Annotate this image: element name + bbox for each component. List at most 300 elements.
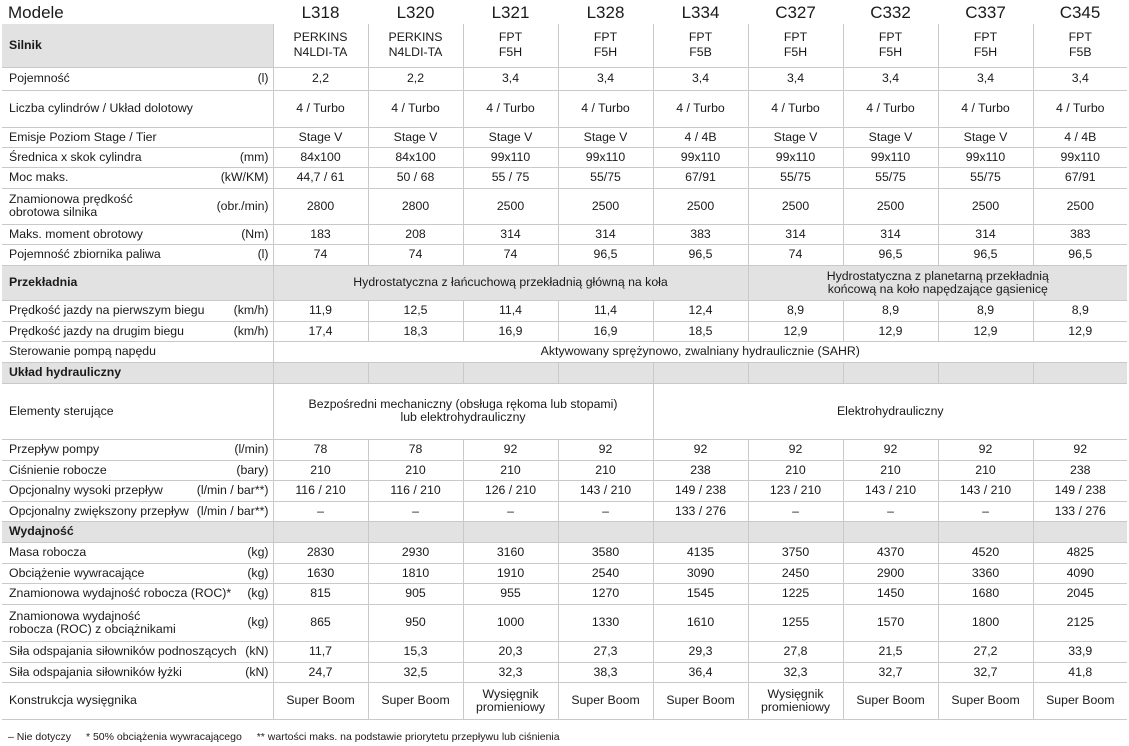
section-blank [273,521,368,542]
row-value: 955 [463,583,558,604]
row-unit: (l) [188,67,273,90]
engine-brand: FPT [783,30,808,45]
table-row [2,542,1127,563]
row-value: 1570 [843,604,938,641]
row-label: Znamionowa wydajność robocza (ROC) z obciążnikami [2,604,188,641]
engine-model-cell [653,24,748,67]
row-unit: (l/min / bar**) [188,480,273,501]
row-value: 149 / 238 [653,480,748,501]
row-value: 99x110 [653,147,748,167]
footnote-max: ** wartości maks. na podstawie priorytetu przepływu lub ciśnienia [256,731,560,743]
row-value: 84x100 [368,147,463,167]
row-value: 2800 [273,188,368,224]
row-value: 123 / 210 [748,480,843,501]
engine-brand: FPT [1068,30,1092,45]
engine-model: F5H [878,45,903,60]
row-value: 3,4 [748,67,843,90]
row-value: 4 / 4B [653,127,748,147]
table-row [2,501,1127,521]
row-value: 1000 [463,604,558,641]
row-value: 32,5 [368,662,463,682]
engine-model-cell [1033,24,1127,67]
row-value: 8,9 [938,300,1033,321]
row-value: 3360 [938,563,1033,583]
table-row [2,604,1127,641]
row-unit: (l) [188,244,273,265]
section-title: Układ hydrauliczny [2,362,273,383]
row-value: 44,7 / 61 [273,167,368,188]
row-value: 3580 [558,542,653,563]
row-value: – [843,501,938,521]
row-value: 16,9 [558,321,653,341]
row-value: 12,9 [938,321,1033,341]
section-blank [653,362,748,383]
row-value: Stage V [463,127,558,147]
row-value: 116 / 210 [273,480,368,501]
row-value: 1330 [558,604,653,641]
row-value: 24,7 [273,662,368,682]
row-value: 96,5 [938,244,1033,265]
row-value: 2,2 [273,67,368,90]
row-value: 8,9 [1033,300,1127,321]
section-row-transmission [2,265,1127,300]
engine-model-cell [273,24,368,67]
table-row [2,244,1127,265]
row-unit: (kg) [188,604,273,641]
row-label: Masa robocza [2,542,188,563]
row-value: Wysięgnik promieniowy [463,682,558,719]
row-unit: (km/h) [188,300,273,321]
row-value: 3,4 [938,67,1033,90]
footnotes [8,731,572,743]
row-value: 3160 [463,542,558,563]
row-value: 67/91 [653,167,748,188]
row-unit: (obr./min) [188,188,273,224]
engine-brand: FPT [878,30,903,45]
row-value: Super Boom [1033,682,1127,719]
model-name: C345 [1059,3,1101,22]
row-value: 99x110 [463,147,558,167]
row-value: 12,5 [368,300,463,321]
row-value: 2930 [368,542,463,563]
table-row [2,67,1127,90]
row-label: Ciśnienie robocze [2,460,188,480]
section-blank [843,521,938,542]
row-value: 1255 [748,604,843,641]
row-unit: (mm) [188,147,273,167]
row-value: 92 [843,439,938,460]
row-value: 99x110 [558,147,653,167]
row-value: 210 [368,460,463,480]
table-row [2,460,1127,480]
row-value: Super Boom [653,682,748,719]
row-label: Konstrukcja wysięgnika [2,682,188,719]
row-value: Stage V [748,127,843,147]
section-blank [748,362,843,383]
row-label: Moc maks. [2,167,188,188]
row-value: 99x110 [748,147,843,167]
row-value: 865 [273,604,368,641]
row-value: 1545 [653,583,748,604]
row-value: – [463,501,558,521]
row-value: 55/75 [938,167,1033,188]
footnote-roc: * 50% obciążenia wywracającego [85,731,242,743]
row-value: 2500 [463,188,558,224]
section-row-hydraulics [2,362,1127,383]
engine-brand: FPT [973,30,998,45]
row-label: Znamionowa prędkość obrotowa silnika [2,188,188,224]
engine-brand: FPT [688,30,713,45]
row-value: 2800 [368,188,463,224]
row-value: 4 / Turbo [1033,90,1127,127]
models-title: Modele [8,3,64,22]
row-unit: (bary) [188,460,273,480]
section-blank [558,362,653,383]
row-value: 143 / 210 [938,480,1033,501]
row-value: 126 / 210 [463,480,558,501]
row-value: 96,5 [558,244,653,265]
row-unit: (kN) [188,662,273,682]
model-header-row [2,0,1127,24]
row-value: 29,3 [653,641,748,662]
row-value: 2125 [1033,604,1127,641]
row-value: 78 [368,439,463,460]
section-blank [748,521,843,542]
model-name: C337 [965,3,1006,22]
model-name: L334 [681,3,720,22]
row-value: Super Boom [558,682,653,719]
row-label: Prędkość jazdy na pierwszym biegu [2,300,188,321]
row-value: 74 [748,244,843,265]
model-name: L320 [396,3,435,22]
row-value: 314 [748,224,843,244]
table-row [2,480,1127,501]
row-value: 4370 [843,542,938,563]
row-value: 8,9 [748,300,843,321]
row-value: 4 / Turbo [748,90,843,127]
row-value: 27,2 [938,641,1033,662]
row-value: 143 / 210 [558,480,653,501]
row-label: Pojemność [2,67,188,90]
row-value: 12,9 [1033,321,1127,341]
model-name: C332 [870,3,911,22]
row-value: 4 / Turbo [368,90,463,127]
row-unit: (Nm) [188,224,273,244]
table-row [2,682,1127,719]
section-blank [1033,521,1127,542]
row-value: 12,4 [653,300,748,321]
section-row-performance [2,521,1127,542]
row-value: Stage V [938,127,1033,147]
row-value: 96,5 [843,244,938,265]
row-value: 238 [653,460,748,480]
section-blank [653,521,748,542]
row-label: Obciążenie wywracające [2,563,188,583]
row-value: 99x110 [938,147,1033,167]
footnote-na: – Nie dotyczy [8,731,72,743]
row-value: Super Boom [368,682,463,719]
engine-model: F5B [1068,45,1092,60]
table-row [2,90,1127,127]
row-value: 4 / Turbo [463,90,558,127]
row-value: 210 [938,460,1033,480]
row-value: 314 [558,224,653,244]
row-value: 36,4 [653,662,748,682]
section-row-engine [2,24,1127,67]
row-value: 92 [938,439,1033,460]
table-row [2,641,1127,662]
row-value: 383 [653,224,748,244]
transmission-type-crawlers: Hydrostatyczna z planetarną przekładnią końcową na koło napędzające gąsienicę [748,265,1127,300]
row-value: 4 / Turbo [273,90,368,127]
row-value: 4825 [1033,542,1127,563]
row-value: Stage V [843,127,938,147]
model-name: L318 [301,3,340,22]
row-value: 815 [273,583,368,604]
row-value: 11,4 [558,300,653,321]
engine-model-cell [748,24,843,67]
row-value: 1810 [368,563,463,583]
row-value: 905 [368,583,463,604]
row-value: 183 [273,224,368,244]
row-value: 116 / 210 [368,480,463,501]
row-value: 4 / Turbo [843,90,938,127]
row-value: 383 [1033,224,1127,244]
row-value: – [748,501,843,521]
table-row [2,224,1127,244]
row-value: 84x100 [273,147,368,167]
table-row [2,127,1127,147]
row-value: 11,7 [273,641,368,662]
row-value: – [938,501,1033,521]
row-value: 15,3 [368,641,463,662]
row-value: 210 [273,460,368,480]
controls-electrohydraulic: Elektrohydrauliczny [653,383,1127,439]
row-value: 2045 [1033,583,1127,604]
row-value: 67/91 [1033,167,1127,188]
model-name: L321 [491,3,530,22]
row-value: 78 [273,439,368,460]
row-value: 55 / 75 [463,167,558,188]
row-value: 12,9 [748,321,843,341]
row-unit [188,90,273,127]
engine-model-cell [843,24,938,67]
row-value: – [368,501,463,521]
row-value: 3090 [653,563,748,583]
row-value: 1225 [748,583,843,604]
engine-brand: FPT [593,30,618,45]
row-value: 92 [463,439,558,460]
row-value: 27,8 [748,641,843,662]
row-value: 1610 [653,604,748,641]
row-label: Opcjonalny wysoki przepływ [2,480,188,501]
section-blank [938,521,1033,542]
row-unit: (kg) [188,583,273,604]
row-value: 32,7 [843,662,938,682]
row-value: 1630 [273,563,368,583]
row-label: Liczba cylindrów / Układ dolotowy [2,90,188,127]
row-value: 3,4 [558,67,653,90]
row-value: 314 [843,224,938,244]
engine-model: N4LDI-TA [293,45,348,60]
table-row [2,188,1127,224]
row-value: 1450 [843,583,938,604]
row-value: 950 [368,604,463,641]
row-value: Stage V [558,127,653,147]
engine-model-cell [938,24,1033,67]
row-value: 2830 [273,542,368,563]
table-row [2,662,1127,682]
row-value: 210 [748,460,843,480]
row-value: 3,4 [843,67,938,90]
row-value: 314 [463,224,558,244]
row-value: Stage V [368,127,463,147]
row-unit: (kN) [188,641,273,662]
engine-brand: PERKINS [388,30,443,45]
row-value: 96,5 [1033,244,1127,265]
row-value: 3,4 [1033,67,1127,90]
row-value: 11,4 [463,300,558,321]
engine-model-cell [558,24,653,67]
row-value: 208 [368,224,463,244]
row-value: 2500 [843,188,938,224]
row-value: 74 [463,244,558,265]
table-row [2,147,1127,167]
row-value: 96,5 [653,244,748,265]
row-value: 2450 [748,563,843,583]
row-value: 3,4 [653,67,748,90]
row-value: 21,5 [843,641,938,662]
row-unit: (l/min / bar**) [188,501,273,521]
row-label: Średnica x skok cylindra [2,147,188,167]
row-value: 1910 [463,563,558,583]
spec-body [2,24,1127,719]
row-value: 55/75 [843,167,938,188]
row-value: 18,5 [653,321,748,341]
row-value: Super Boom [938,682,1033,719]
controls-mechanical: Bezpośredni mechaniczny (obsługa rękoma lub stopami) lub elektrohydrauliczny [273,383,653,439]
engine-model-cell [368,24,463,67]
section-title: Silnik [2,24,273,67]
row-value: Wysięgnik promieniowy [748,682,843,719]
pump-control-value: Aktywowany sprężynowo, zwalniany hydraulicznie (SAHR) [273,341,1127,362]
table-row [2,167,1127,188]
section-blank [843,362,938,383]
row-value: 32,3 [748,662,843,682]
row-value: 4 / Turbo [653,90,748,127]
row-value: 4 / Turbo [938,90,1033,127]
row-value: 1680 [938,583,1033,604]
row-value: 55/75 [748,167,843,188]
row-value: 4090 [1033,563,1127,583]
row-value: 4520 [938,542,1033,563]
row-value: 2540 [558,563,653,583]
row-value: 210 [558,460,653,480]
row-value: 4 / 4B [1033,127,1127,147]
engine-model: N4LDI-TA [388,45,443,60]
row-value: 149 / 238 [1033,480,1127,501]
model-name: L328 [586,3,625,22]
row-value: 17,4 [273,321,368,341]
row-unit [188,682,273,719]
row-value: 2,2 [368,67,463,90]
section-blank [368,362,463,383]
row-value: 99x110 [843,147,938,167]
section-title: Przekładnia [2,265,273,300]
row-value: 27,3 [558,641,653,662]
row-label: Przepływ pompy [2,439,188,460]
row-value: 4135 [653,542,748,563]
row-label: Prędkość jazdy na drugim biegu [2,321,188,341]
section-title: Wydajność [2,521,273,542]
row-label: Siła odspajania siłowników łyżki [2,662,188,682]
row-unit: (kg) [188,563,273,583]
engine-model: F5B [689,45,712,60]
row-value: 74 [273,244,368,265]
row-value: 38,3 [558,662,653,682]
row-value: 1270 [558,583,653,604]
table-row [2,563,1127,583]
row-value: 16,9 [463,321,558,341]
row-value: 2500 [748,188,843,224]
table-row [2,439,1127,460]
row-value: Super Boom [843,682,938,719]
section-blank [368,521,463,542]
row-label: Emisje Poziom Stage / Tier [2,127,188,147]
row-value: – [273,501,368,521]
engine-model: F5H [783,45,808,60]
row-value: 2500 [938,188,1033,224]
row-value: 3,4 [463,67,558,90]
row-unit: (km/h) [188,321,273,341]
row-value: 4 / Turbo [558,90,653,127]
row-label: Znamionowa wydajność robocza (ROC)* [2,583,188,604]
table-row [2,583,1127,604]
row-value: 41,8 [1033,662,1127,682]
transmission-type-loaders: Hydrostatyczna z łańcuchową przekładnią główną na koła [273,265,748,300]
spec-table [2,0,1127,720]
row-value: 99x110 [1033,147,1127,167]
engine-model: F5H [498,45,523,60]
section-blank [273,362,368,383]
row-unit: (kW/KM) [188,167,273,188]
row-value: 133 / 276 [653,501,748,521]
row-value: 74 [368,244,463,265]
row-value: 133 / 276 [1033,501,1127,521]
pump-control-row [2,341,1127,362]
row-label: Sterowanie pompą napędu [2,341,273,362]
row-value: – [558,501,653,521]
row-label: Pojemność zbiornika paliwa [2,244,188,265]
row-value: 32,7 [938,662,1033,682]
section-blank [463,521,558,542]
row-value: 8,9 [843,300,938,321]
engine-model-cell [463,24,558,67]
row-value: Stage V [273,127,368,147]
row-unit: (l/min) [188,439,273,460]
row-value: 143 / 210 [843,480,938,501]
row-value: 2500 [1033,188,1127,224]
engine-brand: FPT [498,30,523,45]
section-blank [938,362,1033,383]
row-value: 314 [938,224,1033,244]
section-blank [1033,362,1127,383]
section-blank [463,362,558,383]
model-name: C327 [775,3,816,22]
row-value: 92 [1033,439,1127,460]
row-value: 210 [843,460,938,480]
row-value: 11,9 [273,300,368,321]
